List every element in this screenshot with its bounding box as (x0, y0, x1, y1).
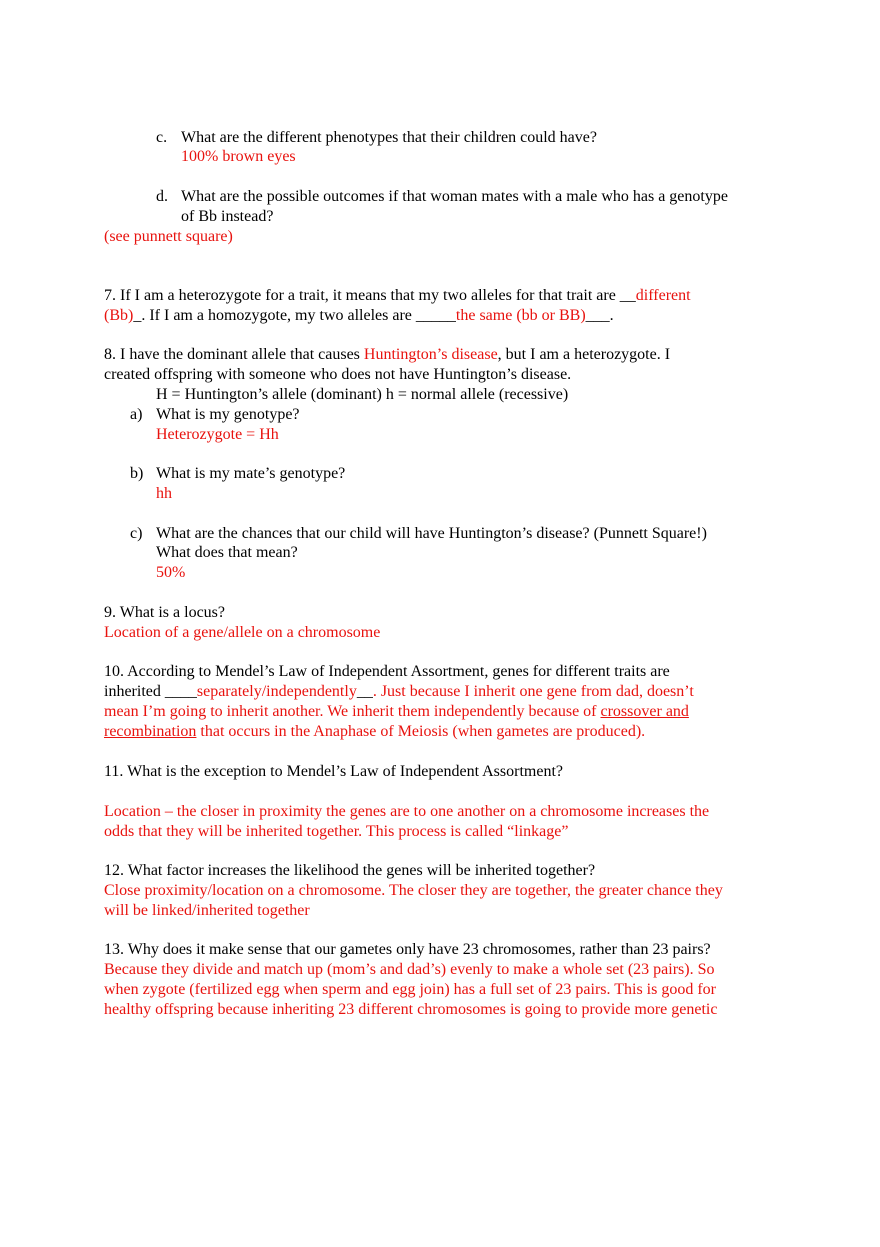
q6-c-question: What are the different phenotypes that their children could have? (181, 129, 597, 146)
q10-line2-red-tail: . Just because I inherit one gene from dad, doesn’t (372, 683, 694, 700)
q8-c-answer: 50% (156, 564, 186, 581)
q8-a-question: What is my genotype? (156, 406, 300, 423)
q6-c-answer: 100% brown eyes (181, 148, 296, 165)
q13-answer-line2: when zygote (fertilized egg when sperm and egg join) has a full set of 23 pairs. This is good for (104, 981, 716, 998)
q8-c-question-line2: What does that mean? (156, 544, 298, 561)
q8-b-question: What is my mate’s genotype? (156, 465, 346, 482)
q13-answer-line3: healthy offspring because inheriting 23 different chromosomes is going to provide more genetic (104, 1001, 718, 1018)
q10-line4 (104, 722, 645, 742)
q11-answer-line1: Location – the closer in proximity the genes are to one another on a chromosome increases the (104, 803, 710, 820)
q10-line1: 10. According to Mendel’s Law of Independent Assortment, genes for different traits are (104, 663, 670, 680)
q10-line4-underlined: recombination (104, 723, 197, 740)
q10-line2-text: inherited ____ (104, 683, 197, 700)
q6-d-question-line1: What are the possible outcomes if that woman mates with a male who has a genotype (181, 188, 728, 205)
q9-answer: Location of a gene/allele on a chromosome (104, 624, 381, 641)
q10-line3-red-a: mean I’m going to inherit another. We inherit them independently because of (104, 703, 601, 720)
q8-line1-red: Huntington’s disease (363, 346, 498, 363)
q7-line2-text-b: ___. (585, 307, 614, 324)
q7-line2-text-a: _. If I am a homozygote, my two alleles are _____ (133, 307, 456, 324)
q8-line1 (104, 345, 670, 365)
q8-line1-text-a: 8. I have the dominant allele that causes (104, 346, 364, 363)
q6-d-question-line2: of Bb instead? (181, 208, 274, 225)
q8-allele-key: H = Huntington’s allele (dominant) h = normal allele (recessive) (156, 386, 569, 403)
q10-line3-underlined: crossover and (600, 703, 689, 720)
q7-line2-answer: (Bb) (104, 307, 134, 324)
q11-question: 11. What is the exception to Mendel’s Law of Independent Assortment? (104, 763, 563, 780)
q7-line1 (104, 286, 691, 306)
q13-question: 13. Why does it make sense that our gametes only have 23 chromosomes, rather than 23 pairs? (104, 941, 711, 958)
q10-line2-answer: separately/independently (196, 683, 357, 700)
q12-question: 12. What factor increases the likelihood the genes will be inherited together? (104, 862, 596, 879)
q11-answer-line2: odds that they will be inherited together. This process is called “linkage” (104, 823, 569, 840)
q8-b-answer: hh (156, 485, 172, 502)
q12-answer-line2: will be linked/inherited together (104, 902, 310, 919)
q8-c-question-line1: What are the chances that our child will have Huntington’s disease? (Punnett Square!) (156, 525, 707, 542)
q6-c-marker: c. (156, 129, 168, 146)
q7-line2-answer-b: the same (bb or BB) (455, 307, 586, 324)
q7-line1-answer: different (635, 287, 691, 304)
q10-line3 (104, 702, 689, 722)
q7-line2 (104, 306, 614, 326)
q8-b-marker: b) (130, 465, 144, 482)
q13-answer-line1: Because they divide and match up (mom’s and dad’s) evenly to make a whole set (23 pairs). So (104, 961, 715, 978)
q8-line1-text-b: , but I am a heterozygote. I (497, 346, 671, 363)
q9-question: 9. What is a locus? (104, 604, 226, 621)
q6-d-answer: (see punnett square) (104, 228, 233, 245)
q10-line2-blank: __ (356, 683, 373, 700)
q8-a-answer: Heterozygote = Hh (156, 426, 279, 443)
q6-d-marker: d. (156, 188, 168, 205)
q10-line2 (104, 682, 694, 702)
q10-line4-red-b: that occurs in the Anaphase of Meiosis (when gametes are produced). (196, 723, 646, 740)
q8-line2: created offspring with someone who does not have Huntington’s disease. (104, 366, 572, 383)
q7-line1-text: 7. If I am a heterozygote for a trait, it means that my two alleles for that trait are __ (104, 287, 636, 304)
q8-a-marker: a) (130, 406, 143, 423)
q12-answer-line1: Close proximity/location on a chromosome. The closer they are together, the greater chance they (104, 882, 723, 899)
q8-c-marker: c) (130, 525, 143, 542)
